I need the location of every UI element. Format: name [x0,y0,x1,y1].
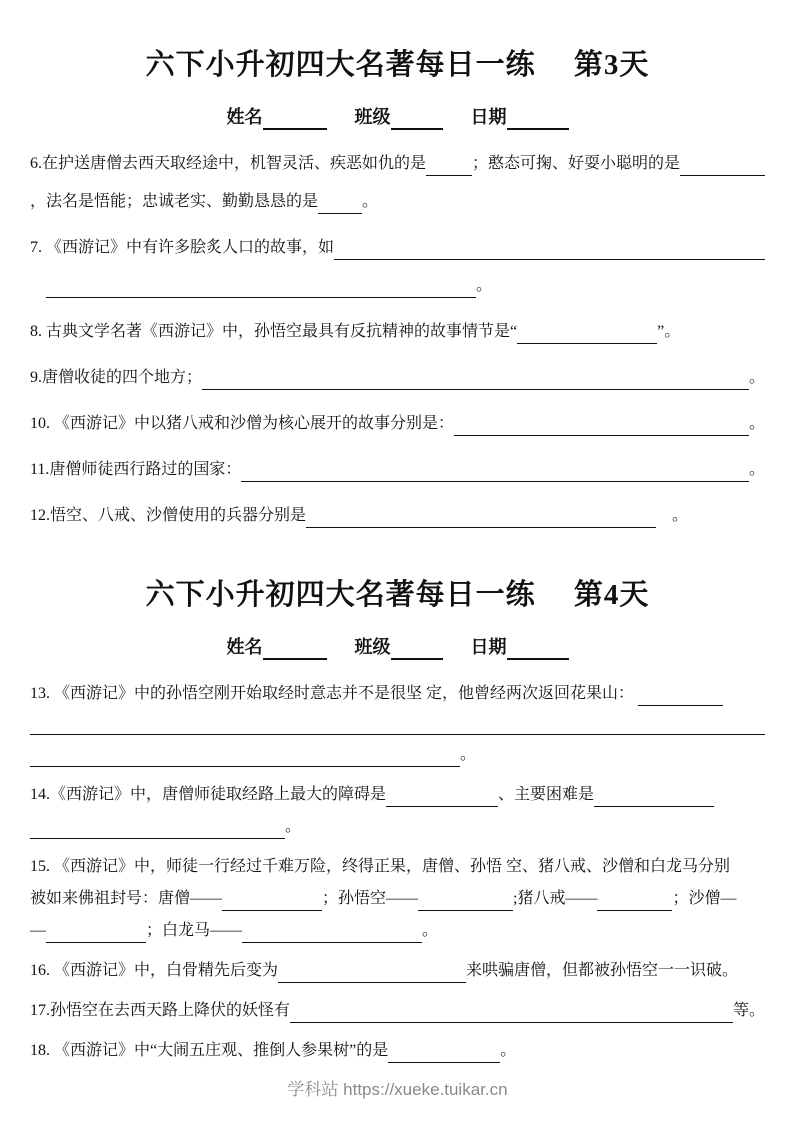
student-info-item [355,104,443,130]
answer-blank [222,890,322,911]
answer-blank [46,922,146,943]
answer-blank [680,155,765,176]
student-info-label: 姓名 [226,637,263,657]
question-list [30,682,765,1063]
student-info-row [30,634,765,660]
question-line [30,152,765,176]
student-info-blank [391,110,443,130]
answer-blank [241,461,749,482]
student-info-blank [391,640,443,660]
answer-blank [597,890,672,911]
answer-blank [202,369,749,390]
question-text: ；孙悟空—— [322,890,419,907]
question-text: 9.唐僧收徒的四个地方； [30,369,203,386]
question [30,412,765,436]
question-line [30,855,765,879]
question [30,152,765,214]
question-text: 。 [362,193,379,210]
answer-blank [290,1002,733,1023]
question-line [30,458,765,482]
answer-blank [426,155,472,176]
question-text: 。 [285,818,302,835]
question-text: 来哄骗唐僧，但都被孙悟空一一识破。 [466,962,739,979]
answer-blank [517,323,657,344]
student-info-row [30,104,765,130]
answer-blank [46,277,476,298]
answer-blank [278,962,466,983]
question-text: ;猪八戒—— [513,890,598,907]
question-line [30,682,765,706]
question-text: 。 [500,1042,517,1059]
question [30,320,765,344]
question [30,236,765,298]
question [30,959,765,983]
question-text: 17.孙悟空在去西天路上降伏的妖怪有 [30,1002,291,1019]
section-day-3 [30,46,765,528]
question-line [30,504,765,528]
question [30,1039,765,1063]
question-text: ；憨态可掬、好耍小聪明的是 [472,155,681,172]
student-info-blank [507,110,569,130]
answer-blank [418,890,513,911]
question-line [30,320,765,344]
student-info-item [471,104,569,130]
question-line [30,236,765,260]
question-line [30,274,765,298]
student-info-label: 班级 [354,637,391,657]
student-info-blank [507,640,569,660]
answer-blank [242,922,422,943]
question-text: 。 [422,922,439,939]
student-info-item [471,634,569,660]
student-info-label: 姓名 [226,107,263,127]
answer-blank [318,193,362,214]
question-text [30,274,46,298]
question-text: 12.悟空、八戒、沙僧使用的兵器分别是 [30,507,307,524]
section-title: 六下小升初四大名著每日一练 第4天 [145,579,650,611]
student-info-item [227,104,327,130]
question-text: 13. 《西游记》中的孙悟空刚开始取经时意志并不是很坚 定，他曾经两次返回花果山： [30,685,639,702]
question-text: 18. 《西游记》中“大闹五庄观、推倒人参果树”的是 [30,1042,389,1059]
question [30,366,765,390]
question-line [30,412,765,436]
question-text: 。 [460,746,477,763]
answer-blank [386,786,498,807]
question-line [30,1039,765,1063]
question [30,504,765,528]
answer-blank [306,507,656,528]
question-text: 8. 古典文学名著《西游记》中，孙悟空最具有反抗精神的故事情节是“ [30,323,518,340]
question [30,682,765,767]
question [30,458,765,482]
question-line [30,190,765,214]
question-line [30,743,765,767]
answer-blank [388,1042,500,1063]
student-info-blank [263,110,327,130]
question-text: 16. 《西游记》中，白骨精先后变为 [30,962,279,979]
question-text: ”。 [657,323,681,340]
answer-blank [30,818,285,839]
question-text: ；白龙马—— [146,922,243,939]
question-line [30,714,765,735]
footer-watermark: 学科站 https://xueke.tuikar.cn [287,1080,508,1099]
question-line [30,815,765,839]
question-text: 。 [656,507,689,524]
question-text: 被如来佛祖封号：唐僧—— [30,890,223,907]
section-title: 六下小升初四大名著每日一练 第3天 [145,49,650,81]
question-text: 6.在护送唐僧去西天取经途中，机智灵活、疾恶如仇的是 [30,155,427,172]
question-text: 15. 《西游记》中，师徒一行经过千难万险，终得正果，唐僧、孙悟 空、猪八戒、沙僧和白龙马分别 [30,858,731,875]
section-day-4 [30,576,765,1063]
question-text: 等。 [732,1002,765,1019]
question-line [30,999,765,1023]
question-line [30,919,765,943]
question [30,783,765,839]
student-info-label: 日期 [470,637,507,657]
question-text: 。 [476,277,493,294]
answer-blank [30,714,765,735]
question-text: ，法名是悟能；忠诚老实、勤勤恳恳的是 [30,193,319,210]
question-text: 10. 《西游记》中以猪八戒和沙僧为核心展开的故事分别是： [30,415,455,432]
question-text: 11.唐僧师徒西行路过的国家： [30,461,242,478]
question-line [30,959,765,983]
question-text: 。 [748,415,765,432]
question [30,999,765,1023]
question-text: 14.《西游记》中，唐僧师徒取经路上最大的障碍是 [30,786,387,803]
answer-blank [454,415,749,436]
question-text: 。 [748,369,765,386]
answer-blank [638,685,723,706]
question-text: — [30,922,46,939]
question-line [30,887,765,911]
question-text: 7. 《西游记》中有许多脍炙人口的故事，如 [30,239,335,256]
answer-blank [334,239,765,260]
student-info-item [227,634,327,660]
question [30,855,765,943]
question-line [30,366,765,390]
answer-blank [594,786,714,807]
question-text: 。 [748,461,765,478]
question-line [30,783,765,807]
student-info-item [355,634,443,660]
student-info-label: 班级 [354,107,391,127]
question-list [30,152,765,528]
question-text: 、主要困难是 [498,786,595,803]
answer-blank [30,746,460,767]
student-info-label: 日期 [470,107,507,127]
question-text: ；沙僧— [672,890,737,907]
student-info-blank [263,640,327,660]
